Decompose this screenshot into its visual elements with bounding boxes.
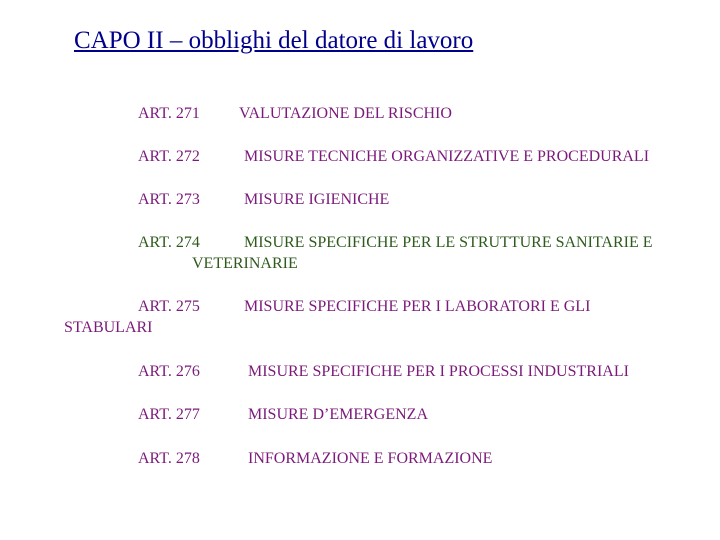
article-number: ART. 278 <box>138 450 200 467</box>
article-description: MISURE SPECIFICHE PER I LABORATORI E GLI <box>244 298 591 315</box>
article-description: MISURE SPECIFICHE PER I PROCESSI INDUSTRIALI <box>248 363 629 380</box>
article-number: ART. 275 <box>138 298 200 315</box>
article-description: INFORMAZIONE E FORMAZIONE <box>248 450 493 467</box>
article-number: ART. 272 <box>138 148 200 165</box>
article-number: ART. 277 <box>138 406 200 423</box>
article-description: MISURE D’EMERGENZA <box>248 406 428 423</box>
article-description-continuation: VETERINARIE <box>192 255 298 272</box>
article-description-continuation: STABULARI <box>64 319 153 336</box>
article-description: MISURE SPECIFICHE PER LE STRUTTURE SANITARIE E <box>244 234 653 251</box>
page-title: CAPO II – obblighi del datore di lavoro <box>74 27 474 54</box>
article-description: VALUTAZIONE DEL RISCHIO <box>239 105 452 122</box>
article-description: MISURE IGIENICHE <box>244 191 390 208</box>
article-number: ART. 274 <box>138 234 200 251</box>
article-number: ART. 271 <box>138 105 200 122</box>
article-number: ART. 273 <box>138 191 200 208</box>
article-description: MISURE TECNICHE ORGANIZZATIVE E PROCEDURALI <box>244 148 650 165</box>
article-number: ART. 276 <box>138 363 200 380</box>
